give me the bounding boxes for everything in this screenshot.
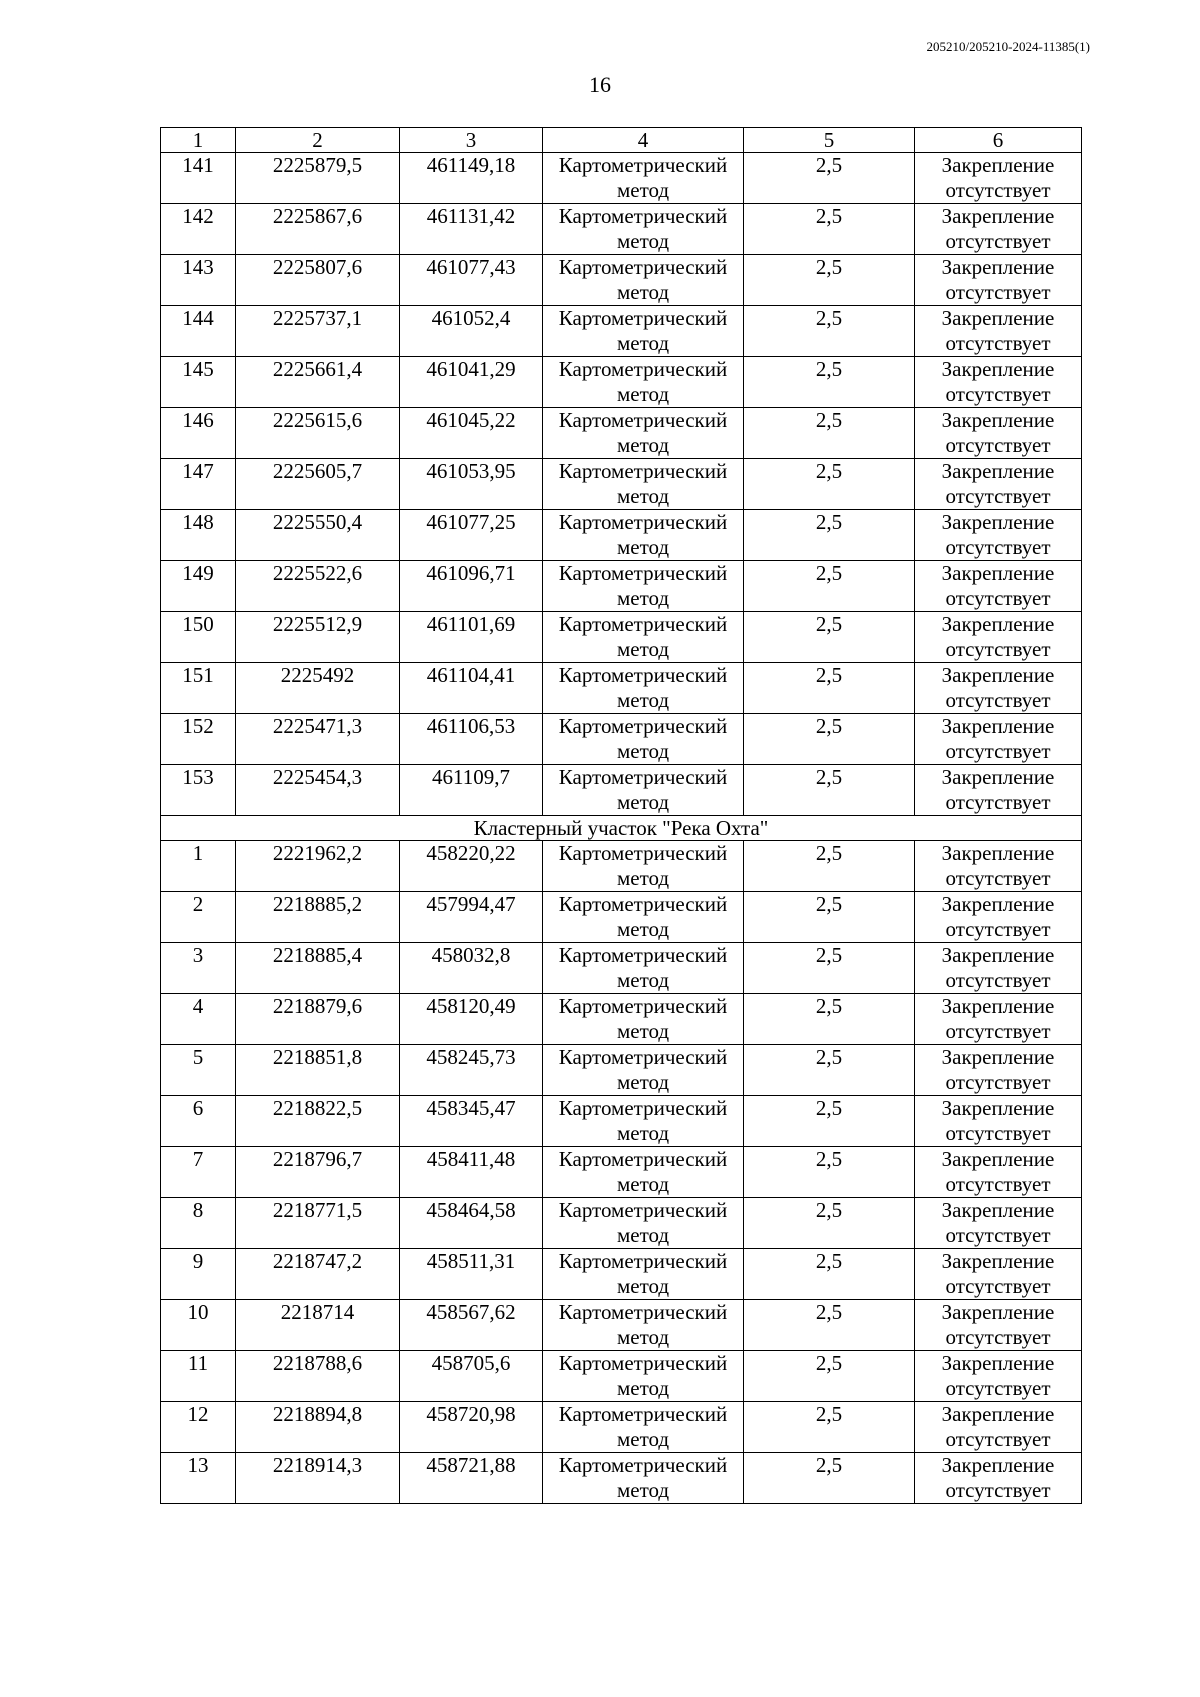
method-cell: Картометрический метод (543, 1351, 744, 1402)
x-coordinate-cell: 2225615,6 (236, 408, 400, 459)
fixing-cell: Закрепление отсутствует (915, 663, 1082, 714)
y-coordinate-cell: 458345,47 (400, 1096, 543, 1147)
accuracy-cell: 2,5 (744, 510, 915, 561)
column-header: 3 (400, 128, 543, 153)
x-coordinate-cell: 2225879,5 (236, 153, 400, 204)
column-header: 1 (161, 128, 236, 153)
fixing-cell: Закрепление отсутствует (915, 714, 1082, 765)
accuracy-cell: 2,5 (744, 1351, 915, 1402)
accuracy-cell: 2,5 (744, 892, 915, 943)
fixing-cell: Закрепление отсутствует (915, 357, 1082, 408)
method-cell: Картометрический метод (543, 459, 744, 510)
y-coordinate-cell: 457994,47 (400, 892, 543, 943)
x-coordinate-cell: 2225605,7 (236, 459, 400, 510)
x-coordinate-cell: 2218788,6 (236, 1351, 400, 1402)
table-row (161, 459, 1082, 510)
y-coordinate-cell: 461052,4 (400, 306, 543, 357)
method-cell: Картометрический метод (543, 994, 744, 1045)
accuracy-cell: 2,5 (744, 841, 915, 892)
fixing-cell: Закрепление отсутствует (915, 1147, 1082, 1198)
fixing-cell: Закрепление отсутствует (915, 153, 1082, 204)
y-coordinate-cell: 461077,43 (400, 255, 543, 306)
table-row (161, 255, 1082, 306)
method-cell: Картометрический метод (543, 408, 744, 459)
method-cell: Картометрический метод (543, 153, 744, 204)
method-cell: Картометрический метод (543, 1300, 744, 1351)
point-number-cell: 11 (161, 1351, 236, 1402)
section-title: Кластерный участок "Река Охта" (161, 816, 1082, 841)
coordinates-table (160, 127, 1082, 1504)
y-coordinate-cell: 458511,31 (400, 1249, 543, 1300)
fixing-cell: Закрепление отсутствует (915, 408, 1082, 459)
accuracy-cell: 2,5 (744, 204, 915, 255)
table-row (161, 663, 1082, 714)
column-number-row (161, 128, 1082, 153)
x-coordinate-cell: 2218747,2 (236, 1249, 400, 1300)
table-row (161, 765, 1082, 816)
x-coordinate-cell: 2218885,2 (236, 892, 400, 943)
y-coordinate-cell: 458220,22 (400, 841, 543, 892)
fixing-cell: Закрепление отсутствует (915, 1453, 1082, 1504)
point-number-cell: 12 (161, 1402, 236, 1453)
x-coordinate-cell: 2218851,8 (236, 1045, 400, 1096)
table-row (161, 357, 1082, 408)
method-cell: Картометрический метод (543, 1453, 744, 1504)
point-number-cell: 9 (161, 1249, 236, 1300)
accuracy-cell: 2,5 (744, 994, 915, 1045)
x-coordinate-cell: 2218914,3 (236, 1453, 400, 1504)
fixing-cell: Закрепление отсутствует (915, 994, 1082, 1045)
x-coordinate-cell: 2218822,5 (236, 1096, 400, 1147)
method-cell: Картометрический метод (543, 1045, 744, 1096)
table-row (161, 1096, 1082, 1147)
table-row (161, 612, 1082, 663)
accuracy-cell: 2,5 (744, 357, 915, 408)
method-cell: Картометрический метод (543, 765, 744, 816)
y-coordinate-cell: 461053,95 (400, 459, 543, 510)
point-number-cell: 8 (161, 1198, 236, 1249)
method-cell: Картометрический метод (543, 1147, 744, 1198)
y-coordinate-cell: 461104,41 (400, 663, 543, 714)
fixing-cell: Закрепление отсутствует (915, 1045, 1082, 1096)
table-row (161, 1453, 1082, 1504)
method-cell: Картометрический метод (543, 714, 744, 765)
x-coordinate-cell: 2218879,6 (236, 994, 400, 1045)
y-coordinate-cell: 461041,29 (400, 357, 543, 408)
x-coordinate-cell: 2225661,4 (236, 357, 400, 408)
point-number-cell: 141 (161, 153, 236, 204)
x-coordinate-cell: 2218714 (236, 1300, 400, 1351)
method-cell: Картометрический метод (543, 1402, 744, 1453)
point-number-cell: 10 (161, 1300, 236, 1351)
y-coordinate-cell: 461109,7 (400, 765, 543, 816)
accuracy-cell: 2,5 (744, 765, 915, 816)
point-number-cell: 1 (161, 841, 236, 892)
table-row (161, 994, 1082, 1045)
point-number-cell: 7 (161, 1147, 236, 1198)
accuracy-cell: 2,5 (744, 663, 915, 714)
point-number-cell: 148 (161, 510, 236, 561)
fixing-cell: Закрепление отсутствует (915, 1300, 1082, 1351)
accuracy-cell: 2,5 (744, 1249, 915, 1300)
method-cell: Картометрический метод (543, 1198, 744, 1249)
accuracy-cell: 2,5 (744, 408, 915, 459)
x-coordinate-cell: 2225737,1 (236, 306, 400, 357)
table-row (161, 1249, 1082, 1300)
point-number-cell: 5 (161, 1045, 236, 1096)
fixing-cell: Закрепление отсутствует (915, 1198, 1082, 1249)
method-cell: Картометрический метод (543, 663, 744, 714)
y-coordinate-cell: 458720,98 (400, 1402, 543, 1453)
fixing-cell: Закрепление отсутствует (915, 943, 1082, 994)
x-coordinate-cell: 2221962,2 (236, 841, 400, 892)
x-coordinate-cell: 2225492 (236, 663, 400, 714)
point-number-cell: 151 (161, 663, 236, 714)
table-row (161, 510, 1082, 561)
table-row (161, 408, 1082, 459)
y-coordinate-cell: 461096,71 (400, 561, 543, 612)
fixing-cell: Закрепление отсутствует (915, 255, 1082, 306)
point-number-cell: 142 (161, 204, 236, 255)
column-header: 2 (236, 128, 400, 153)
table-row (161, 841, 1082, 892)
fixing-cell: Закрепление отсутствует (915, 765, 1082, 816)
y-coordinate-cell: 461101,69 (400, 612, 543, 663)
point-number-cell: 147 (161, 459, 236, 510)
point-number-cell: 3 (161, 943, 236, 994)
y-coordinate-cell: 461131,42 (400, 204, 543, 255)
method-cell: Картометрический метод (543, 892, 744, 943)
y-coordinate-cell: 458464,58 (400, 1198, 543, 1249)
x-coordinate-cell: 2218885,4 (236, 943, 400, 994)
table-row (161, 1198, 1082, 1249)
point-number-cell: 4 (161, 994, 236, 1045)
x-coordinate-cell: 2225522,6 (236, 561, 400, 612)
fixing-cell: Закрепление отсутствует (915, 510, 1082, 561)
table-row (161, 1147, 1082, 1198)
fixing-cell: Закрепление отсутствует (915, 1402, 1082, 1453)
method-cell: Картометрический метод (543, 943, 744, 994)
accuracy-cell: 2,5 (744, 153, 915, 204)
fixing-cell: Закрепление отсутствует (915, 1096, 1082, 1147)
method-cell: Картометрический метод (543, 306, 744, 357)
table-row (161, 1300, 1082, 1351)
x-coordinate-cell: 2225807,6 (236, 255, 400, 306)
accuracy-cell: 2,5 (744, 1402, 915, 1453)
point-number-cell: 152 (161, 714, 236, 765)
point-number-cell: 6 (161, 1096, 236, 1147)
y-coordinate-cell: 458411,48 (400, 1147, 543, 1198)
method-cell: Картометрический метод (543, 1096, 744, 1147)
method-cell: Картометрический метод (543, 612, 744, 663)
accuracy-cell: 2,5 (744, 459, 915, 510)
accuracy-cell: 2,5 (744, 1198, 915, 1249)
fixing-cell: Закрепление отсутствует (915, 204, 1082, 255)
table-row (161, 561, 1082, 612)
point-number-cell: 146 (161, 408, 236, 459)
fixing-cell: Закрепление отсутствует (915, 1249, 1082, 1300)
document-id: 205210/205210-2024-11385(1) (926, 39, 1090, 54)
y-coordinate-cell: 458567,62 (400, 1300, 543, 1351)
page-number: 16 (589, 72, 611, 97)
fixing-cell: Закрепление отсутствует (915, 612, 1082, 663)
accuracy-cell: 2,5 (744, 943, 915, 994)
fixing-cell: Закрепление отсутствует (915, 892, 1082, 943)
table-row (161, 204, 1082, 255)
y-coordinate-cell: 461077,25 (400, 510, 543, 561)
y-coordinate-cell: 458705,6 (400, 1351, 543, 1402)
section-row (161, 816, 1082, 841)
point-number-cell: 149 (161, 561, 236, 612)
table-row (161, 1402, 1082, 1453)
method-cell: Картометрический метод (543, 357, 744, 408)
accuracy-cell: 2,5 (744, 561, 915, 612)
method-cell: Картометрический метод (543, 255, 744, 306)
y-coordinate-cell: 458245,73 (400, 1045, 543, 1096)
fixing-cell: Закрепление отсутствует (915, 306, 1082, 357)
table-header (161, 128, 1082, 153)
x-coordinate-cell: 2218771,5 (236, 1198, 400, 1249)
accuracy-cell: 2,5 (744, 306, 915, 357)
fixing-cell: Закрепление отсутствует (915, 459, 1082, 510)
column-header: 6 (915, 128, 1082, 153)
method-cell: Картометрический метод (543, 510, 744, 561)
accuracy-cell: 2,5 (744, 612, 915, 663)
table-row (161, 153, 1082, 204)
method-cell: Картометрический метод (543, 204, 744, 255)
method-cell: Картометрический метод (543, 1249, 744, 1300)
x-coordinate-cell: 2225550,4 (236, 510, 400, 561)
x-coordinate-cell: 2218796,7 (236, 1147, 400, 1198)
x-coordinate-cell: 2225512,9 (236, 612, 400, 663)
accuracy-cell: 2,5 (744, 1453, 915, 1504)
point-number-cell: 153 (161, 765, 236, 816)
y-coordinate-cell: 458032,8 (400, 943, 543, 994)
table-row (161, 1351, 1082, 1402)
column-header: 4 (543, 128, 744, 153)
method-cell: Картометрический метод (543, 841, 744, 892)
fixing-cell: Закрепление отсутствует (915, 841, 1082, 892)
method-cell: Картометрический метод (543, 561, 744, 612)
accuracy-cell: 2,5 (744, 1147, 915, 1198)
table-row (161, 892, 1082, 943)
y-coordinate-cell: 458721,88 (400, 1453, 543, 1504)
x-coordinate-cell: 2218894,8 (236, 1402, 400, 1453)
accuracy-cell: 2,5 (744, 1045, 915, 1096)
y-coordinate-cell: 461106,53 (400, 714, 543, 765)
table-row (161, 306, 1082, 357)
accuracy-cell: 2,5 (744, 1300, 915, 1351)
point-number-cell: 143 (161, 255, 236, 306)
point-number-cell: 145 (161, 357, 236, 408)
y-coordinate-cell: 461045,22 (400, 408, 543, 459)
table-body (161, 153, 1082, 1504)
fixing-cell: Закрепление отсутствует (915, 561, 1082, 612)
column-header: 5 (744, 128, 915, 153)
point-number-cell: 144 (161, 306, 236, 357)
y-coordinate-cell: 458120,49 (400, 994, 543, 1045)
table-row (161, 943, 1082, 994)
y-coordinate-cell: 461149,18 (400, 153, 543, 204)
x-coordinate-cell: 2225454,3 (236, 765, 400, 816)
point-number-cell: 13 (161, 1453, 236, 1504)
accuracy-cell: 2,5 (744, 255, 915, 306)
point-number-cell: 150 (161, 612, 236, 663)
table-row (161, 714, 1082, 765)
table-row (161, 1045, 1082, 1096)
x-coordinate-cell: 2225471,3 (236, 714, 400, 765)
accuracy-cell: 2,5 (744, 1096, 915, 1147)
fixing-cell: Закрепление отсутствует (915, 1351, 1082, 1402)
x-coordinate-cell: 2225867,6 (236, 204, 400, 255)
accuracy-cell: 2,5 (744, 714, 915, 765)
point-number-cell: 2 (161, 892, 236, 943)
